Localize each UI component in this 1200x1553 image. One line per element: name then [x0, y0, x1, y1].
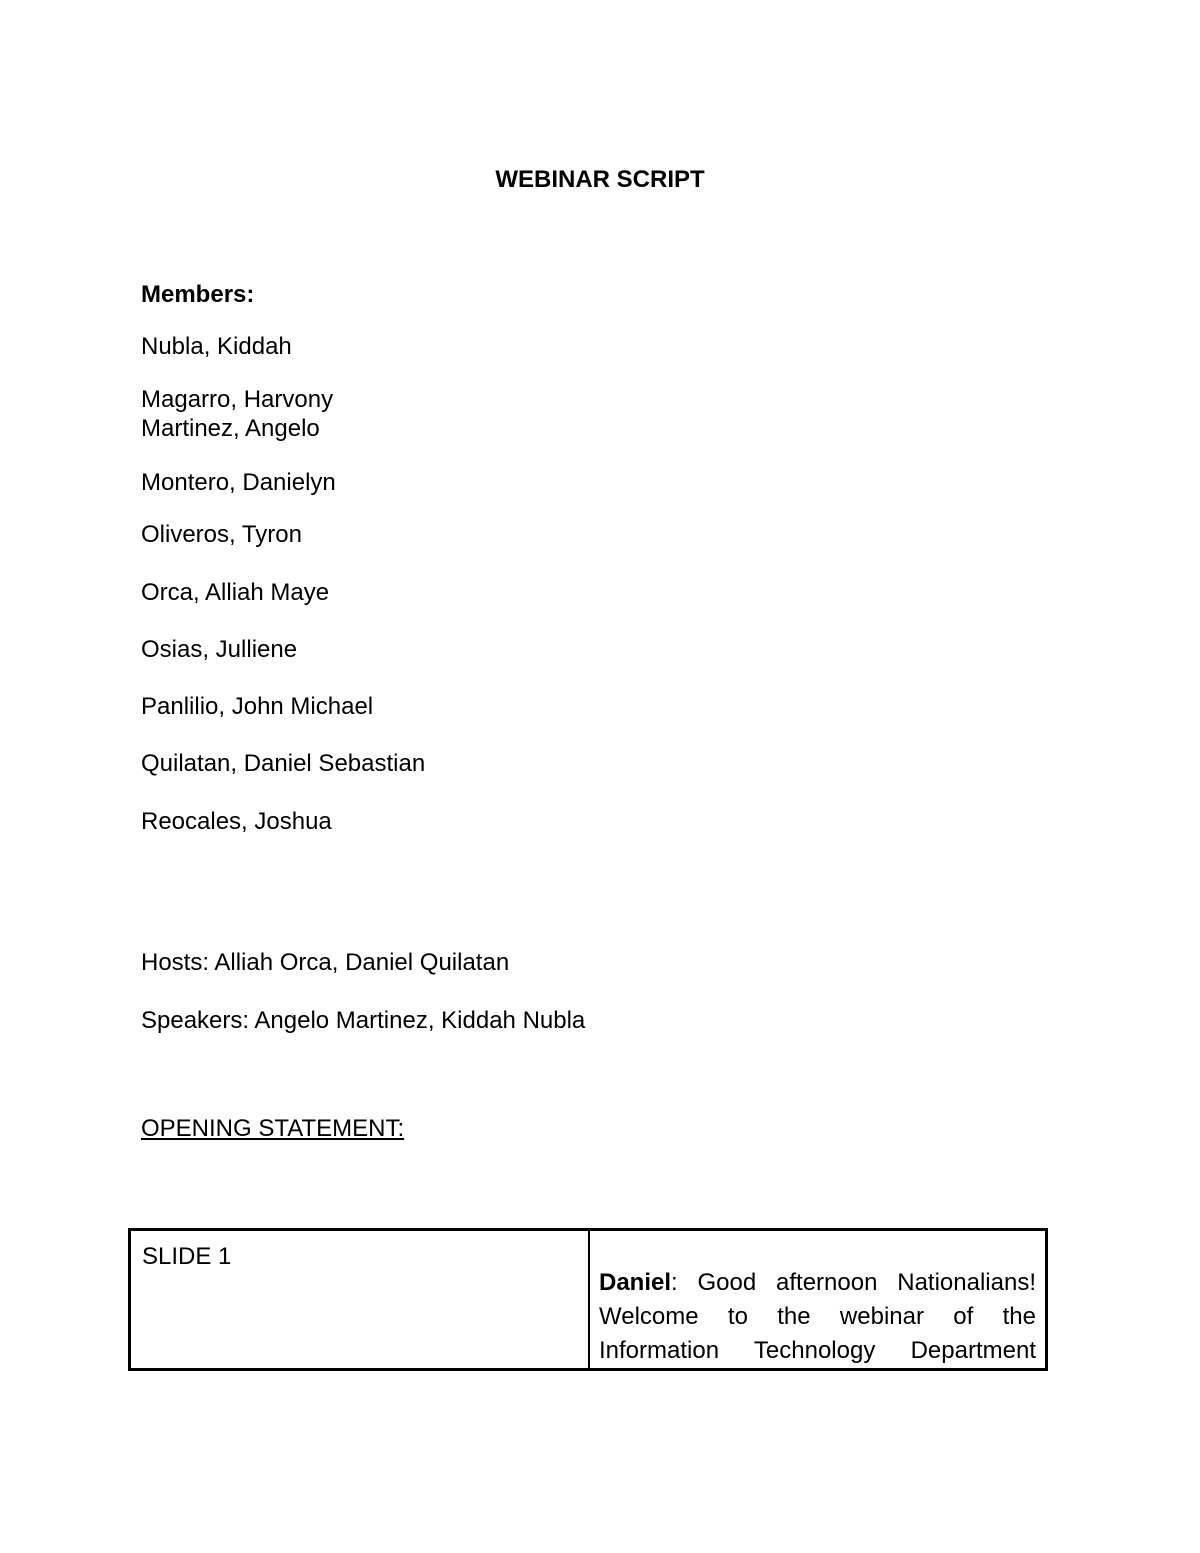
section-heading: OPENING STATEMENT:	[141, 1115, 405, 1142]
member-name: Panlilio, John Michael	[141, 693, 374, 720]
member-name: Quilatan, Daniel Sebastian	[141, 750, 426, 777]
script-line	[599, 1266, 1036, 1300]
member-name: Nubla, Kiddah	[141, 333, 292, 360]
hosts-line: Hosts: Alliah Orca, Daniel Quilatan	[141, 949, 510, 976]
slide-label: SLIDE 1	[142, 1243, 232, 1270]
member-name: Orca, Alliah Maye	[141, 579, 330, 606]
members-heading: Members:	[141, 281, 255, 308]
speaker-name: Daniel	[599, 1269, 672, 1296]
member-name: Oliveros, Tyron	[141, 521, 302, 548]
script-line: Information Technology Department	[599, 1337, 1036, 1364]
script-paragraph	[599, 1266, 1036, 1368]
script-text: : Good afternoon Nationalians!	[671, 1269, 1036, 1296]
member-name: Osias, Julliene	[141, 636, 298, 663]
member-name: Martinez, Angelo	[141, 415, 320, 442]
script-cell	[590, 1231, 1045, 1368]
script-table	[128, 1228, 1048, 1371]
slide-cell	[131, 1231, 590, 1368]
speakers-line: Speakers: Angelo Martinez, Kiddah Nubla	[141, 1007, 586, 1034]
member-name: Montero, Danielyn	[141, 469, 336, 496]
document-title: WEBINAR SCRIPT	[495, 166, 705, 193]
member-name: Magarro, Harvony	[141, 386, 334, 413]
member-name: Reocales, Joshua	[141, 808, 332, 835]
script-line: Welcome to the webinar of the	[599, 1303, 1036, 1330]
